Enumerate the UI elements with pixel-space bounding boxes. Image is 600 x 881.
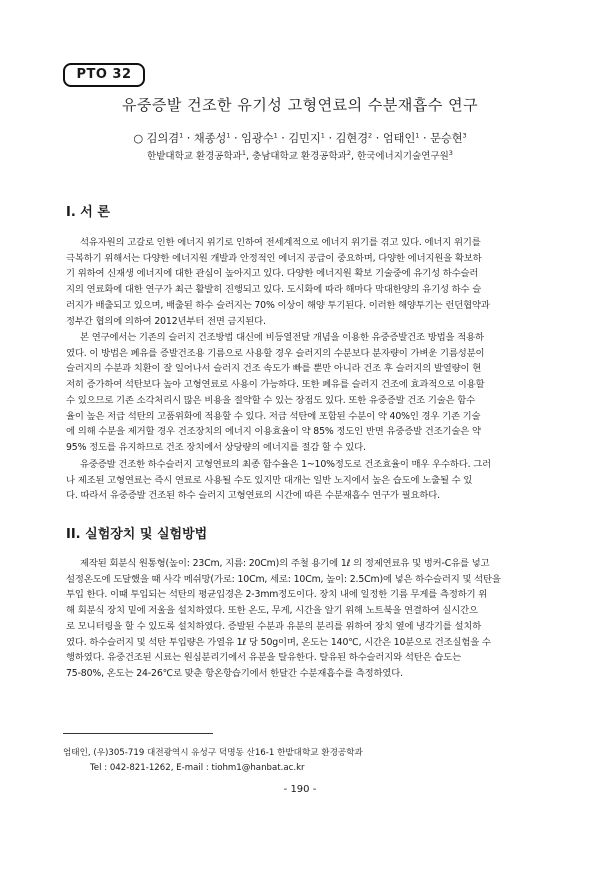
author-sup: 1 [273,131,278,140]
author-name: 문승현 [430,132,463,145]
intro-paragraph-1 [66,235,536,329]
affiliation-sup: 1 [241,148,246,157]
text-line: 다. 따라서 유중증발 건조된 하수 슬러지 고형연료의 시간에 따른 수분재흡수 연구가 필요하다. [66,490,440,502]
author-name: 임광수 [241,132,274,145]
text-line: 러지가 배출되고 있으며, 배출된 하수 슬러지는 70% 이상이 해양 투기된다. 이러한 해양투기는 런던협약과 [66,299,490,311]
author-list [0,131,600,147]
author-sup: 1 [226,131,231,140]
corresponding-author-footnote [63,746,543,776]
text-line: 슬러지의 수분과 치환이 잘 일어나서 슬러지 건조 속도가 빠를 뿐만 아니라 건조 후 슬러지의 발열량이 현 [66,363,482,375]
author-sup: 3 [462,131,467,140]
author-sup: 1 [179,131,184,140]
author-separator: · [277,132,289,145]
affiliation: 한국에너지기술연구원 [357,151,449,162]
affiliation-sup: 2 [346,148,351,157]
text-line: 지의 연료화에 대한 연구가 최근 활발히 진행되고 있다. 도시화에 따라 해마다 막대한양의 유기성 하수 슬 [66,284,482,296]
text-line: 율이 높은 저급 석탄의 고품위화에 적용할 수 있다. 저급 석탄에 포함된 수분이 약 40%인 경우 기존 기술 [66,410,481,422]
footnote-contact: Tel : 042-821-1262, E-mail : tiohm1@hanbat.ac.kr [90,763,305,773]
affiliation-sup: 3 [448,148,453,157]
affiliation: 한밭대학교 환경공학과 [147,151,242,162]
text-line: 였다. 이 방법은 폐유를 증발건조용 기름으로 사용할 경우 슬러지의 수분보다 분자량이 가벼운 기름성분이 [66,347,485,359]
author-separator: · [183,132,194,145]
text-line: 95% 정도를 유지하므로 건조 장치에서 상당량의 에너지를 절감 할 수 있다. [66,441,366,453]
text-line: 로 모니터링을 할 수 있도록 설치하였다. 증발된 수분과 유분의 분리를 위하여 장치 옆에 냉각기를 설치하 [66,620,482,632]
author-separator: · [372,132,383,145]
text-line: 수 있으므로 기존 소각처리시 많은 비용을 절약할 수 있는 장점도 있다. 또한 유중증발 건조 기술은 함수 [66,394,476,406]
text-line: 극복하기 위해서는 다양한 에너지원 개발과 안정적인 에너지 공급이 중요하며, 다양한 에너지원을 확보하 [66,252,482,264]
author-marker: ○ [133,132,144,145]
text-line: 75-80%, 온도는 24-26℃로 맞춘 항온항습기에서 한달간 수분재흡수를 측정하였다. [66,667,403,679]
text-line: 해 회분식 장치 밑에 저울을 설치하였다. 또한 온도, 무게, 시간을 알기 위해 노트북을 연결하여 실시간으 [66,605,478,617]
footnote-divider [63,733,213,734]
author-name: 김민지 [288,132,321,145]
author-name: 김의겸 [146,132,180,145]
text-line: 석유자원의 고갈로 인한 에너지 위기로 인하여 전세계적으로 에너지 위기를 겪고 있다. 에너지 위기를 [80,237,481,248]
text-line: 에 의해 수분을 제거할 경우 건조장치의 에너지 이용효율이 약 85% 정도인 반면 유중증발 건조기술은 약 [66,426,481,438]
text-line: 저히 증가하여 석탄보다 높아 고형연료로 사용이 가능하다. 또한 폐유를 슬러지 건조에 효과적으로 이용할 [66,379,485,391]
text-line: 설정온도에 도달했을 때 사각 메쉬망(가로: 10Cm, 세로: 10Cm, 높이: 2.5Cm)에 넣은 하수슬러지 및 석탄을 [66,573,501,585]
author-sup: 1 [415,131,420,140]
text-line: 행하였다. 유중건조된 시료는 원심분리기에서 유분을 탈유한다. 탈유된 하수슬러지와 석탄은 습도는 [66,652,461,664]
author-name: 김현경 [335,132,369,145]
author-name: 채종성 [193,132,227,145]
author-separator: · [324,132,336,145]
text-line: 나 제조된 고형연료는 즉시 연료로 사용될 수도 있지만 대개는 일반 노지에서 높은 습도에 노출될 수 있 [66,474,473,486]
section-heading-introduction: I. 서 론 [66,205,110,220]
author-sup: 2 [368,131,373,140]
text-line: 정부간 협의에 의하여 2012년부터 전면 금지된다. [66,315,266,327]
author-name: 엄태인 [382,132,416,145]
presentation-code-label: PTO 32 [63,63,145,87]
text-line: 제작된 회분식 원통형(높이: 23Cm, 지름: 20Cm)의 주철 용기에 1ℓ 의 정제연료유 및 벙커-C유를 넣고 [80,558,490,569]
affiliation: 충남대학교 환경공학과 [252,151,347,162]
author-sup: 1 [320,131,325,140]
author-separator: · [230,132,242,145]
paper-title: 유중증발 건조한 유기성 고형연료의 수분재흡수 연구 [121,96,479,114]
text-line: 본 연구에서는 기존의 슬러지 건조방법 대신에 비등열전달 개념을 이용한 유중증발건조 방법을 적용하 [80,332,484,343]
footnote-address: 엄태인, (우)305-719 대전광역시 유성구 덕명동 산16-1 한밭대학교 환경공학과 [63,748,363,758]
text-line: 였다. 하수슬러지 및 석탄 투입량은 가열유 1ℓ 당 50g이며, 온도는 140℃, 시간은 10분으로 건조실험을 수 [66,636,491,648]
affiliation-list: 한밭대학교 환경공학과$^1$, 충남대학교 환경공학과$^2$, 한국에너지기술연구원$^3$ [147,148,453,162]
section-heading-methods: II. 실험장치 및 실험방법 [66,527,208,542]
intro-paragraph-2 [66,330,536,456]
intro-paragraph-3 [66,457,536,504]
author-separator: · [419,132,431,145]
text-line: 투입 한다. 이때 투입되는 석탄의 평균입경은 2-3mm정도이다. 장치 내에 일정한 기름 무게를 측정하기 위 [66,589,488,601]
methods-paragraph-1 [66,556,536,682]
text-line: 기 위하여 신재생 에너지에 대한 관심이 높아지고 있다. 다양한 에너지원 확보 기술중에 유기성 하수슬러 [66,268,479,280]
text-line: 유중증발 건조한 하수슬러지 고형연료의 최종 함수율은 1~10%정도로 건조효율이 매우 우수하다. 그러 [80,459,491,470]
page-number: - 190 - [283,784,317,795]
